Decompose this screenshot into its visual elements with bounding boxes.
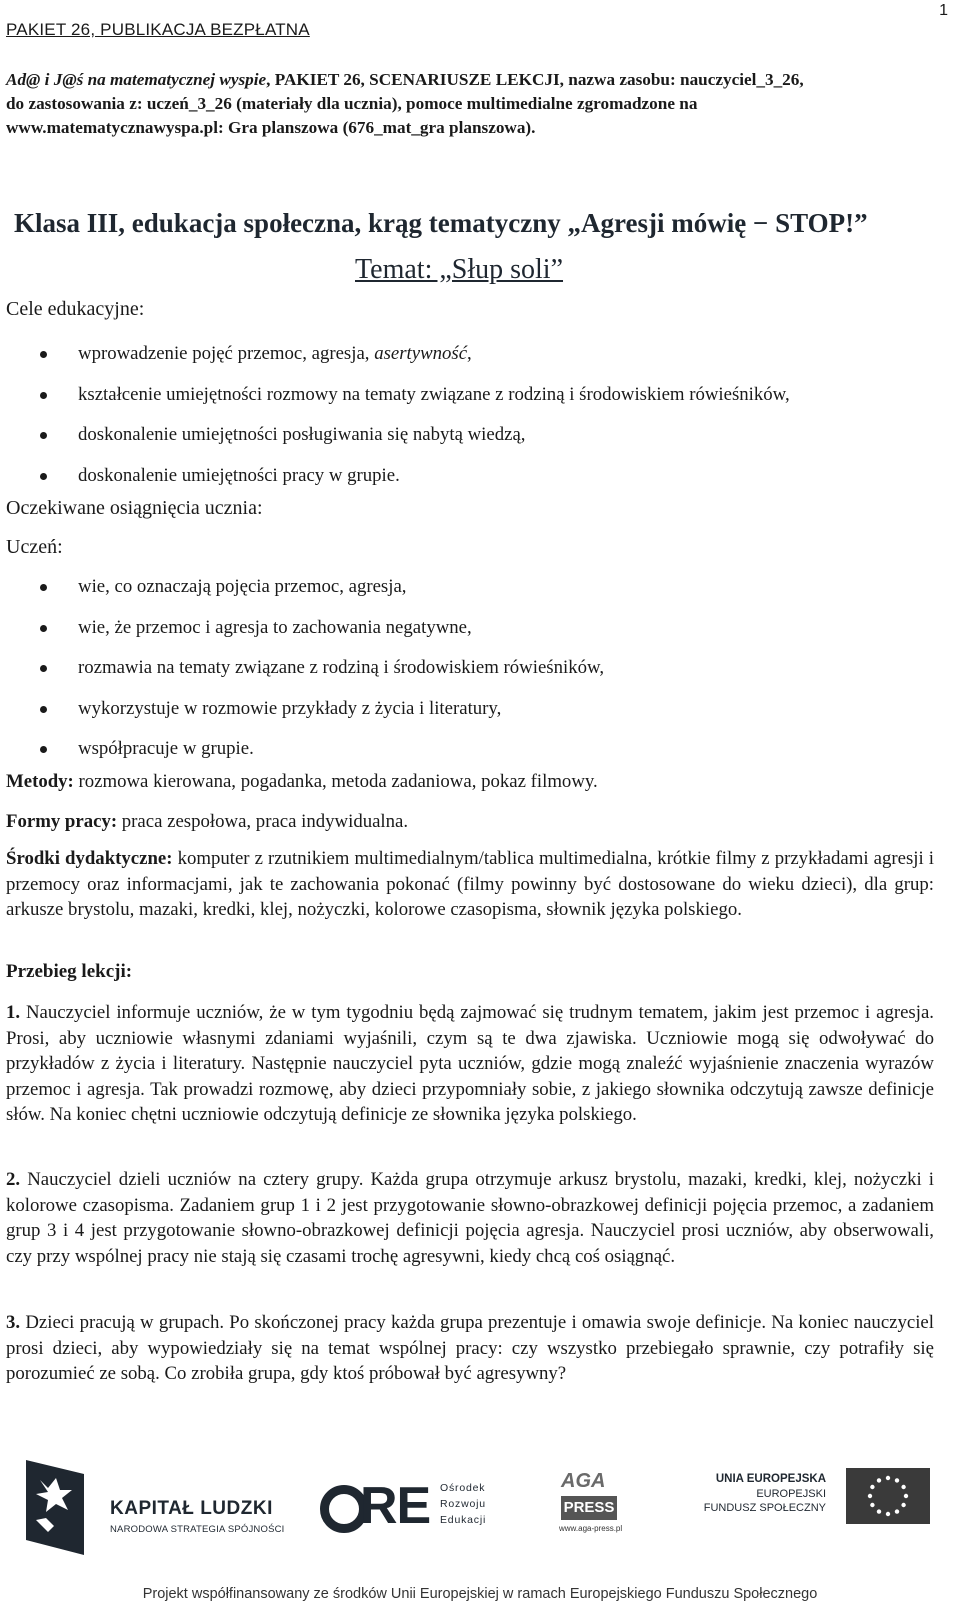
eu-subtitle-2: FUNDUSZ SPOŁECZNY bbox=[703, 1502, 826, 1514]
aids-paragraph bbox=[6, 846, 934, 923]
page-number: 1 bbox=[939, 2, 948, 19]
procedure-label: Przebieg lekcji: bbox=[6, 961, 133, 982]
resource-info-line-3: www.matematycznawyspa.pl: Gra planszowa (676_mat_gra planszowa). bbox=[6, 118, 536, 137]
bullet-icon bbox=[40, 392, 47, 399]
step-number: 3. bbox=[6, 1312, 21, 1333]
methods-text: rozmowa kierowana, pogadanka, metoda zadaniowa, pokaz filmowy. bbox=[73, 771, 598, 792]
goal-item-text: doskonalenie umiejętności posługiwania się nabytą wiedzą, bbox=[78, 424, 526, 445]
procedure-step-3 bbox=[6, 1310, 934, 1387]
list-item bbox=[0, 696, 950, 737]
bullet-icon bbox=[40, 473, 47, 480]
achievement-item-text: wie, co oznaczają pojęcia przemoc, agresja, bbox=[78, 576, 407, 597]
resource-info-line-2: do zastosowania z: uczeń_3_26 (materiały dla ucznia), pomoce multimedialne zgromadzone na bbox=[6, 94, 698, 113]
achievement-item-text: wie, że przemoc i agresja to zachowania negatywne, bbox=[78, 616, 472, 638]
step-text: Dzieci pracują w grupach. Po skończonej pracy każda grupa prezentuje i omawia swoje definicje. Na koniec nauczyciel prosi dzieci, aby wypowiedziały się na temat wspólnej pracy: czy wszystko przebiegało sprawnie, czy potrafiły się porozumieć ze sobą. Co zrobiła grupa, gdy ktoś próbował być agresywny? bbox=[6, 1312, 934, 1384]
bullet-icon bbox=[40, 432, 47, 439]
list-item bbox=[0, 382, 950, 423]
eu-title: UNIA EUROPEJSKA bbox=[715, 1473, 826, 1485]
forms-label: Formy pracy: bbox=[6, 811, 118, 832]
footer-note: Projekt współfinansowany ze środków Unii Europejskiej w ramach Europejskiego Funduszu Społecznego bbox=[142, 1586, 818, 1602]
goals-list bbox=[0, 341, 950, 503]
list-item bbox=[0, 574, 950, 615]
achievement-item-text: rozmawia na tematy związane z rodziną i środowiskiem rówieśników, bbox=[78, 657, 605, 678]
page-header: PAKIET 26, PUBLIKACJA BEZPŁATNA bbox=[6, 20, 310, 39]
methods-line bbox=[6, 771, 598, 793]
ore-subtitle bbox=[440, 1480, 486, 1528]
eu-subtitle-1: EUROPEJSKI bbox=[756, 1488, 826, 1500]
achievement-item-text: współpracuje w grupie. bbox=[78, 738, 254, 759]
class-title: Klasa III, edukacja społeczna, krąg tematyczny „Agresji mówię − STOP!” bbox=[14, 208, 868, 238]
goals-label: Cele edukacyjne: bbox=[6, 298, 145, 320]
list-item bbox=[0, 655, 950, 696]
eu-logo bbox=[676, 1468, 936, 1558]
resource-info-italic: Ad@ i J@ś na matematycznej wyspie bbox=[6, 70, 267, 89]
bullet-icon bbox=[40, 584, 47, 591]
ore-subtitle-line: Rozwoju bbox=[440, 1498, 486, 1510]
goal-item-text: kształcenie umiejętności rozmowy na tematy związane z rodziną i środowiskiem rówieśników, bbox=[78, 383, 790, 405]
methods-label: Metody: bbox=[6, 771, 74, 792]
aga-url: www.aga-press.pl bbox=[559, 1524, 623, 1533]
bullet-icon bbox=[40, 706, 47, 713]
list-item bbox=[0, 341, 950, 382]
goal-item-text: doskonalenie umiejętności pracy w grupie. bbox=[78, 464, 400, 486]
topic-title: Temat: „Słup soli” bbox=[355, 254, 564, 285]
list-item bbox=[0, 615, 950, 656]
achievements-label: Oczekiwane osiągnięcia ucznia: bbox=[6, 497, 263, 519]
aga-mark: AGA bbox=[561, 1470, 606, 1492]
resource-info bbox=[6, 68, 926, 140]
step-number: 2. bbox=[6, 1169, 21, 1190]
bullet-icon bbox=[40, 625, 47, 632]
aids-label: Środki dydaktyczne: bbox=[6, 848, 173, 869]
achievement-item-text: wykorzystuje w rozmowie przykłady z życia i literatury, bbox=[78, 697, 502, 719]
resource-info-line-1 bbox=[6, 68, 926, 92]
step-text: Nauczyciel informuje uczniów, że w tym tygodniu będą zajmować się trudnym tematem, jakim jest przemoc i agresja. Prosi, aby uczniowie własnymi zdaniami wyjaśnili, czym są te dwa zjawiska. Uczniowie mogą się odwoływać do przykładów z życia i literatury. Następnie nauczyciel pyta uczniów, gdzie mogą znaleźć wyjaśnienie znaczenia wyrazów przemoc i agresja. Tak prowadzi rozmowę, aby dzieci przypomniały sobie, z jakiego słownika odczytują zawsze definicje słów. Na koniec chętni uczniowie odczytują definicje ze słownika języka polskiego. bbox=[6, 1002, 934, 1125]
forms-text: praca zespołowa, praca indywidualna. bbox=[117, 811, 409, 832]
procedure-step-1 bbox=[6, 1000, 934, 1128]
step-number: 1. bbox=[6, 1002, 21, 1023]
bullet-icon bbox=[40, 665, 47, 672]
kapital-ludzki-logo bbox=[22, 1460, 292, 1560]
kapital-ludzki-subtitle: NARODOWA STRATEGIA SPÓJNOŚCI bbox=[110, 1524, 285, 1535]
forms-line bbox=[6, 811, 408, 833]
bullet-icon bbox=[40, 746, 47, 753]
procedure-step-2 bbox=[6, 1167, 934, 1269]
bullet-icon bbox=[40, 351, 47, 358]
goal-1-prefix: wprowadzenie pojęć przemoc, agresja, bbox=[78, 343, 375, 364]
eu-flag-icon bbox=[846, 1468, 930, 1524]
achievements-list bbox=[0, 574, 950, 777]
ore-mark: RE bbox=[360, 1477, 431, 1535]
aga-press-logo bbox=[555, 1470, 645, 1550]
goal-1-italic: asertywność bbox=[374, 343, 468, 364]
eu-text bbox=[676, 1472, 826, 1515]
ore-subtitle-line: Edukacji bbox=[440, 1514, 487, 1526]
student-label: Uczeń: bbox=[6, 536, 63, 558]
ore-subtitle-line: Ośrodek bbox=[440, 1482, 486, 1494]
aids-text: komputer z rzutnikiem multimedialnym/tablica multimedialna, krótkie filmy z przykładami agresji i przemocy oraz informacjami, jak te zachowania pokonać (filmy powinny być dostosowane do wieku dzieci), dla grup: arkusze brystolu, mazaki, kredki, klej, nożyczki, kolorowe czasopisma, słownik języka polskiego. bbox=[6, 848, 934, 920]
aga-press-label: PRESS bbox=[561, 1496, 617, 1520]
resource-info-line-1-rest: , PAKIET 26, SCENARIUSZE LEKCJI, nazwa zasobu: nauczyciel_3_26, bbox=[266, 70, 804, 89]
kapital-ludzki-title: KAPITAŁ LUDZKI bbox=[110, 1498, 273, 1519]
footer bbox=[0, 1450, 960, 1609]
goal-1-suffix: , bbox=[467, 343, 472, 364]
step-text: Nauczyciel dzieli uczniów na cztery grupy. Każda grupa otrzymuje arkusz brystolu, mazaki, kredki, klej, nożyczki i kolorowe czasopisma. Zadaniem grup 1 i 2 jest przygotowanie słowno-obrazkowej definicji pojęcia przemoc, a zadaniem grup 3 i 4 jest przygotowanie słowno-obrazkowej definicji pojęcia agresja. Nauczyciel prosi uczniów, aby obserwowali, czy przy wspólnej pracy nie stają się czasami trochę agresywni, kiedy chcą coś osiągnąć. bbox=[6, 1169, 934, 1267]
kapital-ludzki-flag-icon bbox=[26, 1460, 84, 1555]
list-item bbox=[0, 422, 950, 463]
